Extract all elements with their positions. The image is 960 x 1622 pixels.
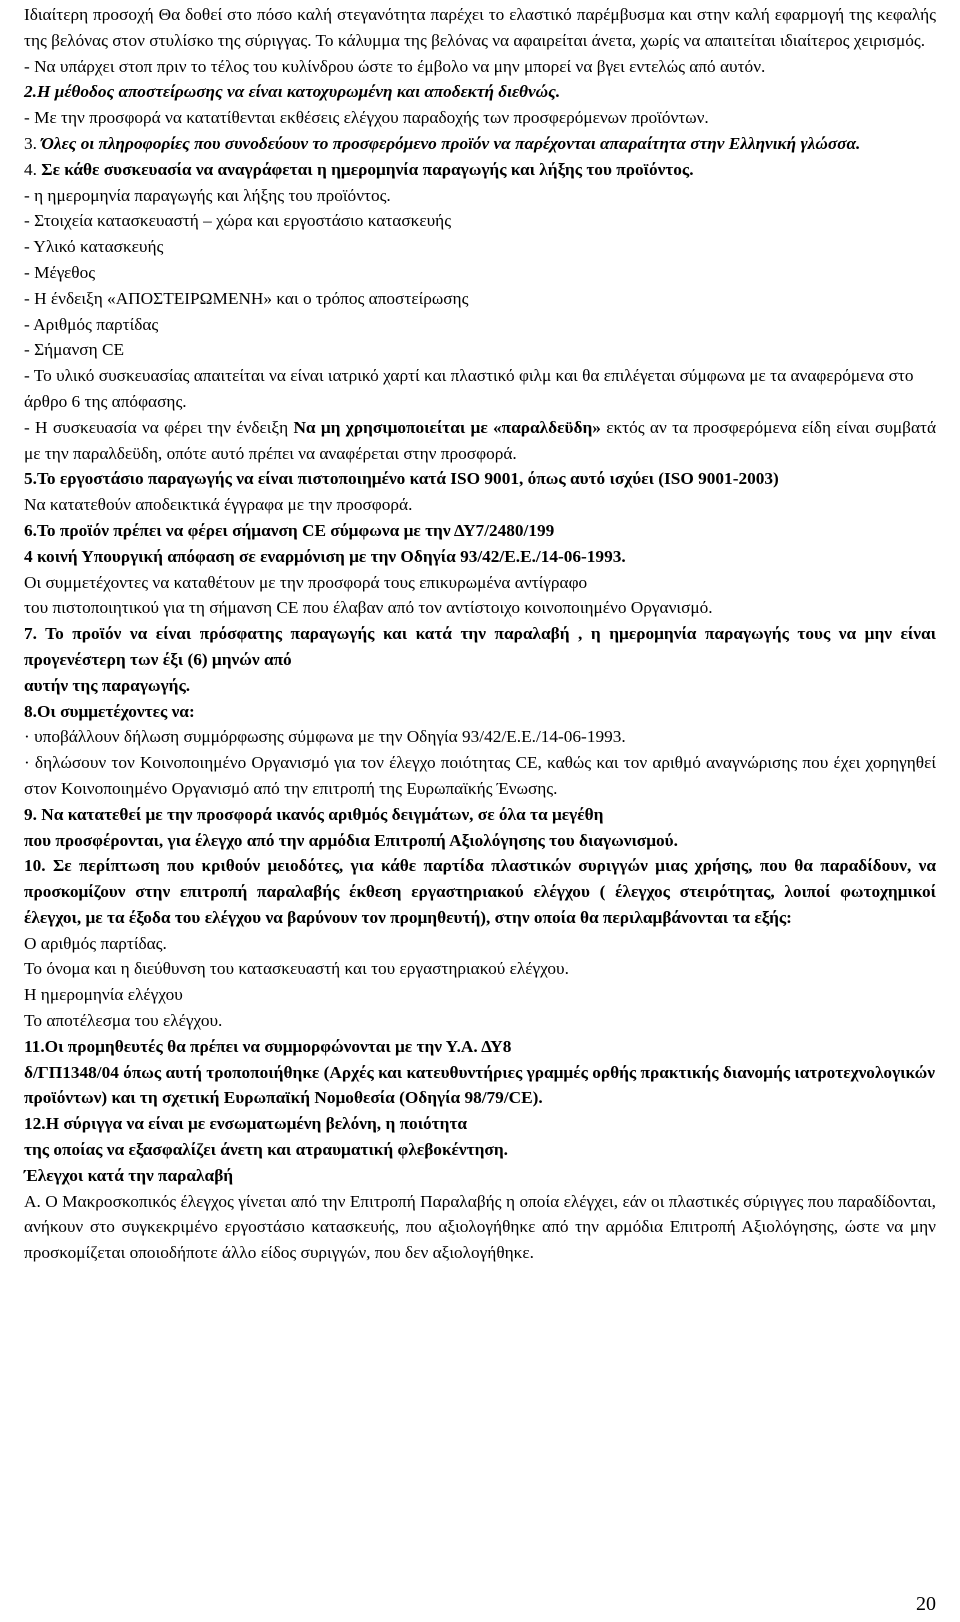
paragraph: [24, 157, 936, 183]
text-run: Α. Ο Μακροσκοπικός έλεγχος γίνεται από την Επιτροπή Παραλαβής η οποία ελέγχει, εάν οι πλαστικές σύριγγες που παραδίδονται, ανήκουν στο συγκεκριμένο εργοστάσιο κατασκευής, που αξιολογήθηκε από την αρμόδια Επιτροπή Αξιολόγησης, ώστε να μην προσκομίζεται οποιοδήποτε άλλο είδος συριγγών, που δεν αξιολογήθηκε.: [24, 1191, 936, 1263]
text-run: - Υλικό κατασκευής: [24, 237, 164, 257]
emphasized-text: Όλες οι πληροφορίες που συνοδεύουν το προσφερόμενο προϊόν να παρέχονται απαραίτητα στην Ελληνική γλώσσα.: [41, 133, 861, 153]
paragraph: [24, 466, 936, 492]
text-run: Το όνομα και η διεύθυνση του κατασκευαστή και του εργαστηριακού ελέγχου.: [24, 959, 569, 979]
text-run: Οι συμμετέχοντες να καταθέτουν με την προσφορά τους επικυρωμένα αντίγραφο του πιστοποιητικού για τη σήμανση CE που έλαβαν από τον αντίστοιχο κοινοποιημένο Οργανισμό.: [24, 572, 713, 618]
emphasized-text: 10. Σε περίπτωση που κριθούν μειοδότες, για κάθε παρτίδα πλαστικών συριγγών μιας χρήσης, που θα παραδίδουν, να προσκομίζουν στην επιτροπή παραλαβής έκθεση εργαστηριακού ελέγχου ( έλεγχος στειρότητας, λοιποί φωτοχημικοί έλεγχοι, με τα έξοδα του ελέγχου να βαρύνουν τον προμηθευτή), στην οποία θα περιλαμβάνονται τα εξής:: [24, 856, 936, 927]
document-body: [24, 2, 936, 1266]
text-run: - Να υπάρχει στοπ πριν το τέλος του κυλίνδρου ώστε το έμβολο να μην μπορεί να βγει εντελώς από αυτόν.: [24, 56, 766, 76]
paragraph: [24, 337, 936, 363]
paragraph: [24, 492, 936, 518]
emphasized-text: 11.Οι προμηθευτές θα πρέπει να συμμορφώνονται με την Υ.Α. ΔΥ8 δ/ΓΠ1348/04 όπως αυτή τροποποιήθηκε (Αρχές και κατευθυντήριες γραμμές ορθής πρακτικής διανομής ιατροτεχνολογικών προϊόντων) και τη σχετική Ευρωπαϊκή Νομοθεσία (Οδηγία 98/79/CE).: [24, 1036, 935, 1108]
paragraph: [24, 131, 936, 157]
text-run: 3.: [24, 133, 42, 153]
text-run: - Η ένδειξη «ΑΠΟΣΤΕΙΡΩΜΕΝΗ» και ο τρόπος αποστείρωσης: [24, 288, 469, 308]
emphasized-text: 5.Το εργοστάσιο παραγωγής να είναι πιστοποιημένο κατά ISO 9001, όπως αυτό ισχύει (ISO 9001-2003): [24, 469, 779, 489]
emphasized-text: Έλεγχοι κατά την παραλαβή: [24, 1165, 234, 1185]
paragraph: [24, 234, 936, 260]
text-run: εκτός αν τα προσφερόμενα είδη είναι συμβατά με την παραλδεϋδη, οπότε αυτό πρέπει να αναφέρεται στην προσφορά.: [24, 417, 936, 463]
text-run: Η ημερομηνία ελέγχου: [24, 985, 183, 1005]
paragraph: [24, 956, 936, 982]
text-run: - η ημερομηνία παραγωγής και λήξης του προϊόντος.: [24, 185, 391, 205]
text-run: Ο αριθμός παρτίδας.: [24, 933, 167, 953]
paragraph: [24, 260, 936, 286]
paragraph: [24, 415, 936, 467]
paragraph: [24, 286, 936, 312]
paragraph: [24, 1111, 936, 1163]
text-run: - Μέγεθος: [24, 262, 96, 282]
paragraph: [24, 1163, 936, 1189]
paragraph: [24, 931, 936, 957]
paragraph: [24, 312, 936, 338]
paragraph: [24, 105, 936, 131]
emphasized-text: 6.Το προϊόν πρέπει να φέρει σήμανση CE σύμφωνα με την ΔΥ7/2480/199 4 κοινή Υπουργική απόφαση σε εναρμόνιση με την Οδηγία 93/42/Ε.Ε./14-06-1993.: [24, 520, 626, 566]
paragraph: [24, 802, 936, 854]
paragraph: [24, 982, 936, 1008]
emphasized-text: αυτήν της παραγωγής.: [24, 675, 191, 695]
text-run: Ιδιαίτερη προσοχή Θα δοθεί στο πόσο καλή στεγανότητα παρέχει το ελαστικό παρέμβυσμα και στην καλή εφαρμογή της κεφαλής της βελόνας στον στυλίσκο της σύριγγας. Το κάλυμμα της βελόνας να αφαιρείται άνετα, χωρίς να απαιτείται ιδιαίτερος χειρισμός.: [24, 5, 936, 50]
emphasized-text: 7. Το προϊόν να είναι πρόσφατης παραγωγής και κατά την παραλαβή , η ημερομηνία παραγωγής τους να μην είναι προγενέστερη των έξι (6) μηνών από: [24, 624, 936, 669]
emphasized-text: 2.Η μέθοδος αποστείρωσης να είναι κατοχυρωμένη και αποδεκτή διεθνώς.: [24, 82, 561, 102]
text-run: · δηλώσουν τον Κοινοποιημένο Οργανισμό για τον έλεγχο ποιότητας CE, καθώς και τον αριθμό αναγνώρισης που έχει χορηγηθεί στον Κοινοποιημένο Οργανισμό από την επιτροπή της Ευρωπαϊκής Ένωσης.: [24, 753, 936, 798]
paragraph: [24, 2, 936, 54]
paragraph: [24, 79, 936, 105]
paragraph: [24, 750, 936, 802]
text-run: Το αποτέλεσμα του ελέγχου.: [24, 1011, 223, 1031]
emphasized-text: Να μη χρησιμοποιείται με «παραλδεϋδη»: [293, 417, 601, 437]
paragraph: [24, 570, 936, 622]
emphasized-text: Σε κάθε συσκευασία να αναγράφεται η ημερομηνία παραγωγής και λήξης του προϊόντος.: [41, 159, 694, 179]
text-run: Να κατατεθούν αποδεικτικά έγγραφα με την προσφορά.: [24, 495, 413, 515]
text-run: · υποβάλλουν δήλωση συμμόρφωσης σύμφωνα με την Οδηγία 93/42/Ε.Ε./14-06-1993.: [24, 727, 626, 747]
paragraph: [24, 363, 936, 415]
paragraph: [24, 54, 936, 80]
text-run: - Στοιχεία κατασκευαστή – χώρα και εργοστάσιο κατασκευής: [24, 211, 452, 231]
paragraph: [24, 183, 936, 209]
paragraph: [24, 1034, 936, 1111]
paragraph: [24, 699, 936, 725]
paragraph: [24, 673, 936, 699]
text-run: 4.: [24, 159, 42, 179]
paragraph: [24, 518, 936, 570]
paragraph: [24, 724, 936, 750]
text-run: - Με την προσφορά να κατατίθενται εκθέσεις ελέγχου παραδοχής των προσφερόμενων προϊόντων.: [24, 108, 709, 128]
paragraph: [24, 1008, 936, 1034]
emphasized-text: 9. Να κατατεθεί με την προσφορά ικανός αριθμός δειγμάτων, σε όλα τα μεγέθη που προσφέρονται, για έλεγχο από την αρμόδια Επιτροπή Αξιολόγησης του διαγωνισμού.: [24, 804, 678, 850]
paragraph: [24, 1189, 936, 1266]
paragraph: [24, 853, 936, 930]
paragraph: [24, 208, 936, 234]
emphasized-text: 12.Η σύριγγα να είναι με ενσωματωμένη βελόνη, η ποιότητα της οποίας να εξασφαλίζει άνετη και ατραυματική φλεβοκέντηση.: [24, 1114, 508, 1160]
text-run: - Σήμανση CE: [24, 340, 125, 360]
text-run: - Η συσκευασία να φέρει την ένδειξη: [24, 417, 294, 437]
paragraph: [24, 621, 936, 673]
text-run: - Το υλικό συσκευασίας απαιτείται να είναι ιατρικό χαρτί και πλαστικό φιλμ και θα επιλέγεται σύμφωνα με τα αναφερόμενα στο άρθρο 6 της απόφασης.: [24, 366, 914, 411]
emphasized-text: 8.Οι συμμετέχοντες να:: [24, 701, 195, 721]
text-run: - Αριθμός παρτίδας: [24, 314, 159, 334]
page-number: 20: [916, 1593, 936, 1615]
